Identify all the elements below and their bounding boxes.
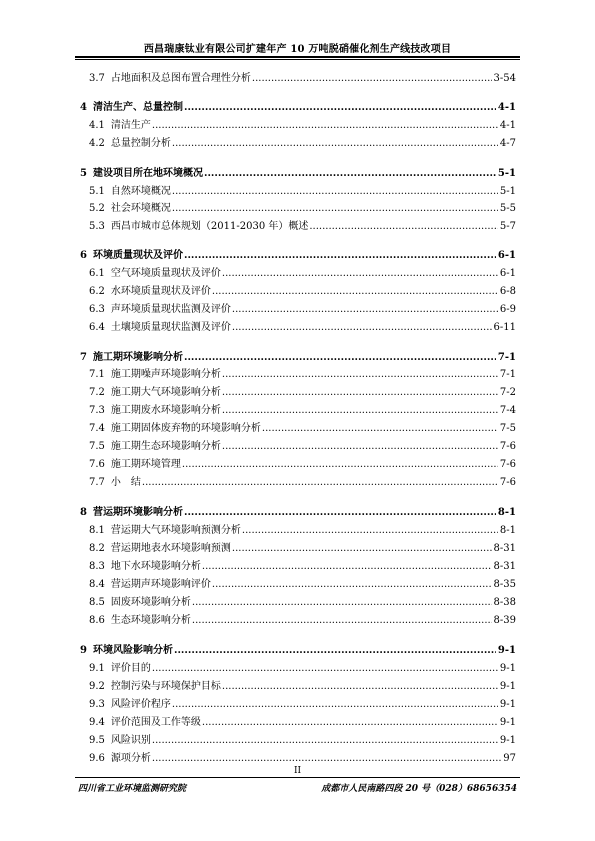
toc-entry-title: 评价目的 [110,663,151,674]
toc-entry-page: 7-1 [497,352,516,363]
toc-entry-page: 5-1 [499,186,516,197]
toc-dot-leader [192,597,492,609]
toc-entry-title: 西昌市城市总体规划（2011-2030 年）概述 [110,221,309,232]
toc-section-row[interactable] [89,304,516,316]
toc-entry-number: 8.3 [89,561,105,572]
toc-entry-number: 5.1 [89,186,105,197]
toc-dot-leader [172,186,498,198]
toc-entry-number: 5.3 [89,221,105,232]
toc-section-row[interactable] [89,561,516,573]
toc-section-row[interactable] [89,525,516,537]
toc-entry-page: 8-1 [499,525,516,536]
toc-entry-title: 社会环境概况 [110,203,171,214]
toc-entry-page: 8-31 [493,561,516,572]
toc-entry-title: 声环境质量现状监测及评价 [110,304,231,315]
toc-entry-number: 6.2 [89,286,105,297]
toc-dot-leader [242,525,498,537]
toc-entry-title: 自然环境概况 [110,186,171,197]
toc-section-row[interactable] [89,268,516,280]
toc-entry-title: 建设项目所在地环境概况 [92,168,203,179]
toc-entry-number: 6.3 [89,304,105,315]
toc-entry-number: 5.2 [89,203,105,214]
toc-section-row[interactable] [89,753,516,765]
toc-entry-page: 8-35 [493,579,516,590]
toc-dot-leader [172,699,498,711]
toc-section-row[interactable] [89,322,516,334]
toc-entry-title: 施工期环境管理 [110,459,181,470]
toc-entry-page: 5-5 [499,203,516,214]
toc-entry-title: 施工期生态环境影响分析 [110,441,221,452]
toc-entry-number: 8.2 [89,543,105,554]
toc-section-row[interactable] [89,477,516,489]
toc-dot-leader [222,441,498,453]
footer-rule [75,777,520,778]
toc-entry-title: 营运期大气环境影响预测分析 [110,525,241,536]
toc-section-row[interactable] [89,615,516,627]
toc-dot-leader [232,322,492,334]
toc-dot-leader [202,561,492,573]
toc-entry-title: 评价范围及工作等级 [110,717,201,728]
toc-entry-title: 土壤境质量现状监测及评价 [110,322,231,333]
toc-section-row[interactable] [89,73,516,85]
toc-dot-leader [152,753,501,765]
toc-entry-number: 9.4 [89,717,105,728]
toc-entry-title: 施工期噪声环境影响分析 [110,369,221,380]
toc-entry-title: 施工期大气环境影响分析 [110,387,221,398]
toc-entry-number: 7.6 [89,459,105,470]
toc-entry-number: 4.2 [89,138,105,149]
toc-entry-number: 4.1 [89,120,105,131]
toc-entry-title: 小 结 [110,477,141,488]
toc-entry-page: 7-1 [499,369,516,380]
toc-entry-title: 风险识别 [110,735,151,746]
toc-dot-leader [222,681,498,693]
toc-chapter-row[interactable] [80,168,516,180]
toc-entry-page: 5-7 [499,221,516,232]
toc-entry-title: 清洁生产、总量控制 [92,102,183,113]
toc-dot-leader [212,579,492,591]
toc-entry-number: 7.7 [89,477,105,488]
toc-entry-page: 7-6 [499,477,516,488]
toc-entry-page: 3-54 [493,73,516,84]
toc-chapter-row[interactable] [80,352,516,364]
toc-dot-leader [184,352,496,364]
toc-entry-page: 8-38 [493,597,516,608]
toc-entry-number: 8 [80,507,87,518]
toc-entry-title: 空气环境质量现状及评价 [110,268,221,279]
toc-entry-page: 8-39 [493,615,516,626]
toc-dot-leader [252,73,492,85]
toc-section-row[interactable] [89,597,516,609]
toc-section-row[interactable] [89,203,516,215]
toc-entry-number: 9.5 [89,735,105,746]
toc-dot-leader [184,250,496,262]
toc-entry-page: 9-1 [499,735,516,746]
toc-entry-page: 6-8 [499,286,516,297]
toc-section-row[interactable] [89,735,516,747]
toc-entry-number: 9.1 [89,663,105,674]
toc-entry-title: 营运期环境影响分析 [92,507,183,518]
toc-entry-number: 6.4 [89,322,105,333]
toc-entry-page: 9-1 [499,717,516,728]
toc-entry-number: 6 [80,250,87,261]
footer-address: 成都市人民南路四段 20 号（028）68656354 [321,784,517,794]
toc-entry-number: 7.3 [89,405,105,416]
toc-entry-title: 环境风险影响分析 [92,645,173,656]
toc-dot-leader [202,717,498,729]
toc-entry-page: 97 [503,753,516,764]
toc-entry-title: 总量控制分析 [110,138,171,149]
toc-entry-title: 控制污染与环境保护目标 [110,681,221,692]
toc-chapter-row[interactable] [80,250,516,262]
toc-dot-leader [222,387,498,399]
toc-dot-leader [262,423,498,435]
toc-dot-leader [309,221,498,233]
toc-entry-page: 7-2 [499,387,516,398]
toc-entry-page: 6-1 [499,268,516,279]
toc-entry-page: 5-1 [497,168,516,179]
toc-entry-page: 9-1 [499,681,516,692]
toc-entry-number: 7.1 [89,369,105,380]
toc-dot-leader [184,507,496,519]
toc-chapter-row[interactable] [80,102,516,114]
toc-entry-title: 施工期环境影响分析 [92,352,183,363]
page-number: II [293,766,302,776]
toc-dot-leader [174,645,496,657]
toc-section-row[interactable] [89,543,516,555]
toc-entry-number: 8.5 [89,597,105,608]
toc-dot-leader [232,543,492,555]
toc-chapter-row[interactable] [80,507,516,519]
toc-entry-page: 6-1 [497,250,516,261]
toc-section-row[interactable] [89,423,516,435]
toc-entry-number: 9.3 [89,699,105,710]
toc-dot-leader [184,102,496,114]
toc-entry-number: 3.7 [89,73,105,84]
toc-section-row[interactable] [89,138,516,150]
toc-section-row[interactable] [89,405,516,417]
toc-entry-title: 环境质量现状及评价 [92,250,183,261]
toc-entry-number: 9.2 [89,681,105,692]
toc-entry-title: 营运期地表水环境影响预测 [110,543,231,554]
toc-entry-page: 7-6 [499,441,516,452]
toc-entry-title: 水环境质量现状及评价 [110,286,211,297]
toc-chapter-row[interactable] [80,645,516,657]
toc-entry-page: 7-4 [499,405,516,416]
toc-entry-page: 4-1 [499,120,516,131]
toc-entry-page: 7-6 [499,459,516,470]
toc-section-row[interactable] [89,459,516,471]
footer-institute: 四川省工业环境监测研究院 [78,784,187,794]
toc-entry-number: 7.4 [89,423,105,434]
toc-section-row[interactable] [89,286,516,298]
toc-section-row[interactable] [89,387,516,399]
toc-dot-leader [152,663,498,675]
toc-entry-number: 8.4 [89,579,105,590]
toc-entry-number: 7 [80,352,87,363]
toc-section-row[interactable] [89,579,516,591]
toc-entry-title: 施工期废水环境影响分析 [110,405,221,416]
toc-dot-leader [212,286,498,298]
toc-entry-page: 9-1 [499,663,516,674]
toc-entry-title: 施工期固体废弃物的环境影响分析 [110,423,261,434]
toc-entry-title: 固废环境影响分析 [110,597,191,608]
toc-dot-leader [222,369,498,381]
toc-entry-page: 9-1 [497,645,516,656]
toc-entry-number: 8.1 [89,525,105,536]
toc-dot-leader [172,203,498,215]
toc-entry-number: 4 [80,102,87,113]
toc-entry-number: 9 [80,645,87,656]
toc-entry-number: 6.1 [89,268,105,279]
toc-entry-page: 6-9 [499,304,516,315]
toc-entry-number: 7.5 [89,441,105,452]
toc-entry-page: 7-5 [499,423,516,434]
toc-entry-title: 风险评价程序 [110,699,171,710]
toc-entry-title: 地下水环境影响分析 [110,561,201,572]
toc-dot-leader [222,405,498,417]
toc-entry-number: 8.6 [89,615,105,626]
toc-dot-leader [152,735,498,747]
toc-entry-page: 8-31 [493,543,516,554]
toc-entry-page: 8-1 [497,507,516,518]
toc-section-row[interactable] [89,717,516,729]
toc-dot-leader [192,615,492,627]
toc-entry-title: 源项分析 [110,753,151,764]
toc-section-row[interactable] [89,681,516,693]
document-title: 西昌瑞康钛业有限公司扩建年产 10 万吨脱硝催化剂生产线技改项目 [143,44,452,55]
toc-entry-page: 6-11 [493,322,516,333]
toc-section-row[interactable] [89,186,516,198]
toc-dot-leader [222,268,498,280]
toc-dot-leader [232,304,498,316]
toc-section-row[interactable] [89,663,516,675]
toc-entry-page: 4-1 [497,102,516,113]
toc-section-row[interactable] [89,221,516,233]
toc-entry-title: 生态环境影响分析 [110,615,191,626]
toc-entry-page: 4-7 [499,138,516,149]
toc-dot-leader [142,477,498,489]
toc-section-row[interactable] [89,441,516,453]
toc-section-row[interactable] [89,120,516,132]
toc-entry-number: 5 [80,168,87,179]
toc-dot-leader [152,120,498,132]
toc-entry-title: 占地面积及总图布置合理性分析 [110,73,251,84]
toc-dot-leader [204,168,496,180]
toc-entry-page: 9-1 [499,699,516,710]
toc-entry-number: 9.6 [89,753,105,764]
toc-dot-leader [172,138,498,150]
toc-dot-leader [182,459,498,471]
toc-entry-number: 7.2 [89,387,105,398]
toc-entry-title: 清洁生产 [110,120,151,131]
toc-section-row[interactable] [89,699,516,711]
toc-entry-title: 营运期声环境影响评价 [110,579,211,590]
toc-section-row[interactable] [89,369,516,381]
